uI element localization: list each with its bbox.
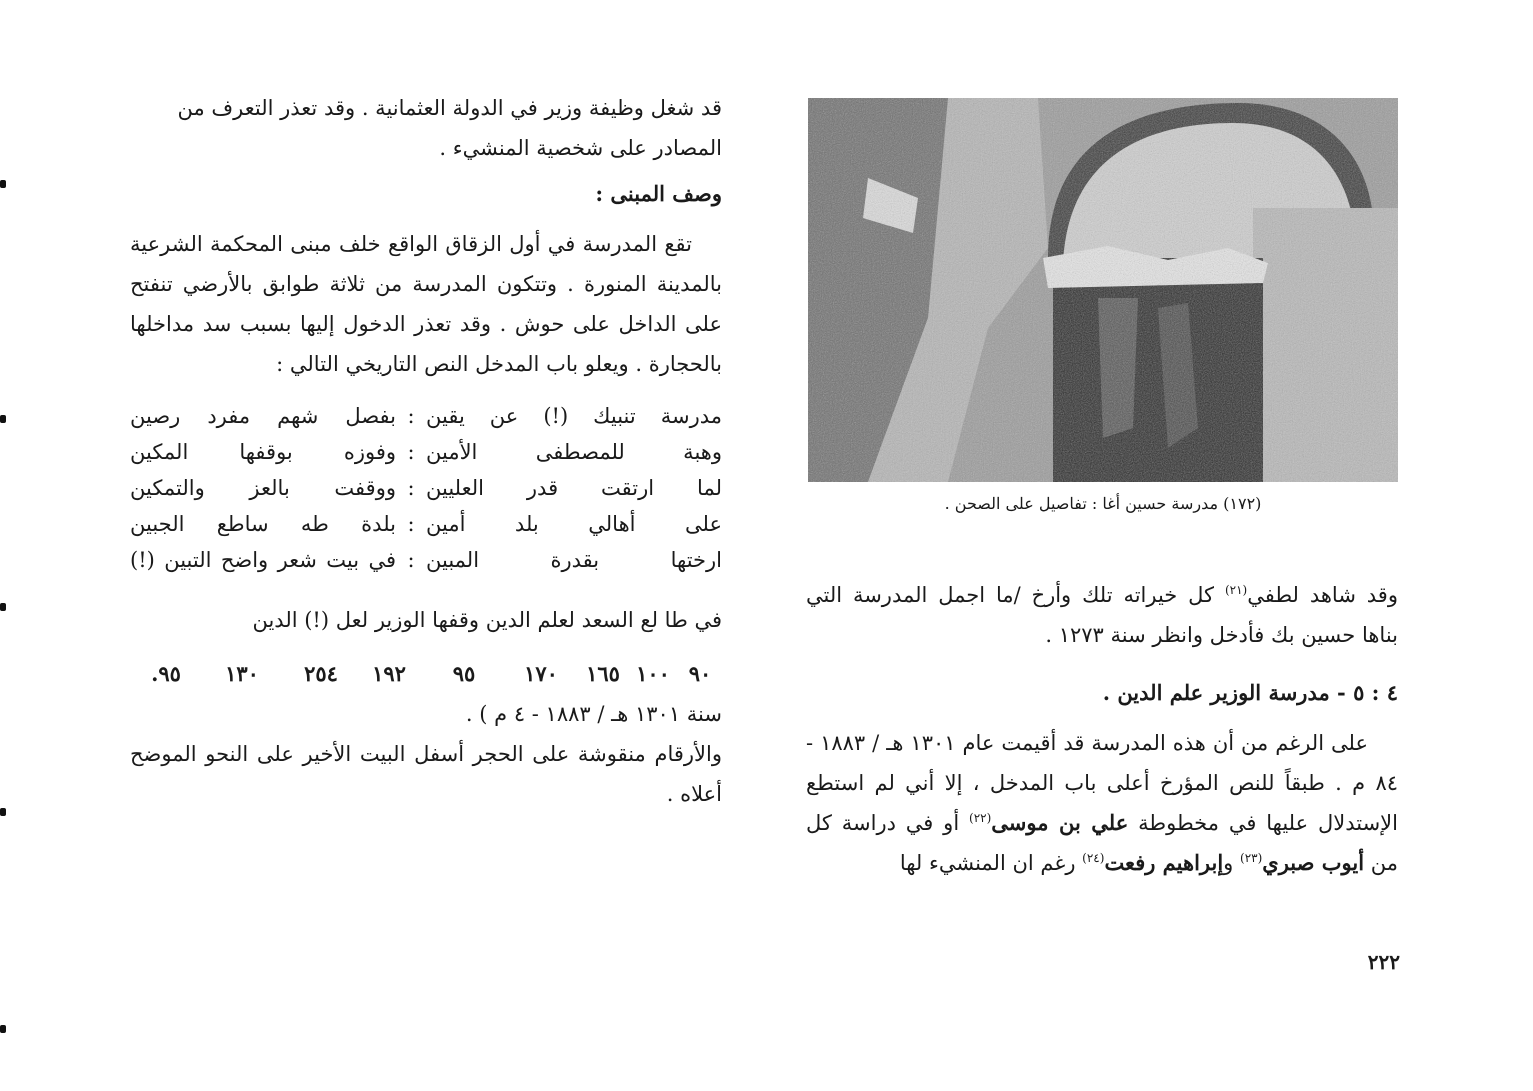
para1-text-b: كل خيراته تلك وأرخ /ما اجمل المدرسة التي بناها حسين بك فأدخل وانظر سنة ١٢٧٣ .	[806, 583, 1398, 647]
scan-mark	[0, 603, 6, 611]
poem-line	[130, 542, 722, 578]
year-line: سنة ١٣٠١ هـ / ١٨٨٣ - ٤ م ) .	[465, 702, 722, 726]
poem-separator: :	[407, 440, 415, 464]
chronogram-number: ١٠٠	[636, 661, 670, 686]
para2-text-d: رغم ان المنشيء لها	[899, 851, 1083, 875]
poem-hemistich-second: وفوزه بوقفها المكين	[130, 440, 396, 464]
footnote-ref-22: (٢٢)	[969, 811, 992, 825]
courtyard-photo-image	[808, 98, 1398, 482]
chronogram-number: ٩٠	[688, 661, 712, 686]
poem-line	[130, 506, 722, 542]
footnote-ref-23: (٢٣)	[1240, 851, 1263, 865]
scan-mark	[0, 808, 6, 816]
section-heading-building: وصف المبنى :	[595, 181, 722, 206]
chronogram-number: ١٧٠	[524, 661, 558, 686]
para2-text-b: أو في دراسة كل من	[806, 811, 1398, 875]
para2-text-c: و	[1223, 851, 1240, 875]
chronogram-numbers	[130, 654, 722, 694]
paragraph-lutfi	[806, 575, 1398, 655]
chronogram-text: في طا لع السعد لعلم الدين وقفها الوزير لعل (!) الدين	[252, 608, 722, 632]
closing-paragraph: والأرقام منقوشة على الحجر أسفل البيت الأخير على النحو الموضح أعلاه .	[130, 742, 722, 806]
scan-mark	[0, 1025, 6, 1033]
poem-hemistich-first: مدرسة تنبيك (!) عن يقين	[426, 404, 722, 428]
chronogram-number: ١٦٥	[586, 661, 620, 686]
chronogram-number: ١٣٠	[225, 661, 259, 686]
scan-mark	[0, 415, 6, 423]
chronogram-number-row	[130, 654, 722, 694]
right-column	[806, 575, 1398, 883]
name-ibrahim-rifaat: إبراهيم رفعت	[1104, 850, 1224, 875]
inscription-poem	[130, 398, 722, 578]
footnote-ref-21: (٢١)	[1224, 583, 1248, 597]
poem-line	[130, 434, 722, 470]
name-ayyub-sabri: أيوب صبري	[1262, 850, 1365, 875]
poem-hemistich-first: وهبة للمصطفى الأمين	[426, 440, 722, 464]
chronogram-number: ٩٥.	[151, 661, 181, 686]
chronogram-number: ٩٥	[452, 661, 476, 686]
intro-line-2: المصادر على شخصية المنشيء .	[439, 136, 722, 160]
figure-caption: (١٧٢) مدرسة حسين أغا : تفاصيل على الصحن .	[944, 494, 1262, 513]
poem-hemistich-first: على أهالي بلد أمين	[426, 512, 722, 536]
section-heading-madrasa: ٤ : ٥ - مدرسة الوزير علم الدين .	[1102, 680, 1398, 705]
poem-separator: :	[407, 404, 415, 428]
poem-hemistich-second: ووقفت بالعز والتمكين	[130, 476, 396, 500]
poem-hemistich-second: بفصل شهم مفرد رصين	[130, 404, 396, 428]
poem-separator: :	[407, 548, 415, 572]
building-description: تقع المدرسة في أول الزقاق الواقع خلف مبنى المحكمة الشرعية بالمدينة المنورة . وتتكون المدرسة من ثلاثة طوابق بالأرضي تنفتح على الداخل على حوش . وقد تعذر الدخول إليها بسبب سد مداخلها بالحجارة . ويعلو باب المدخل النص التاريخي التالي :	[130, 232, 722, 376]
paragraph-madrasa-date	[806, 723, 1398, 883]
chronogram-number: ٢٥٤	[304, 661, 338, 686]
poem-separator: :	[407, 512, 415, 536]
poem-hemistich-first: لما ارتقت قدر العليين	[426, 476, 722, 500]
poem-line	[130, 398, 722, 434]
para2-text-a: على الرغم من أن هذه المدرسة قد أقيمت عام ١٣٠١ هـ / ١٨٨٣ - ٨٤ م . طبقاً للنص المؤرخ أعلى باب المدخل ، إلا أني لم استطع الإستدلال عليها في مخطوطة	[806, 731, 1398, 835]
left-column	[130, 88, 722, 814]
para1-text-a: وقد شاهد لطفي	[1247, 583, 1398, 607]
figure-photo	[808, 98, 1398, 482]
page-number: ٢٢٢	[1367, 950, 1400, 974]
poem-line	[130, 470, 722, 506]
footnote-ref-24: (٢٤)	[1082, 851, 1105, 865]
scan-mark	[0, 180, 6, 188]
poem-hemistich-first: ارختها بقدرة المبين	[426, 548, 722, 572]
chronogram-number: ١٩٢	[372, 661, 406, 686]
poem-separator: :	[407, 476, 415, 500]
poem-hemistich-second: بلدة طه ساطع الجبين	[130, 512, 396, 536]
name-ali-bin-musa: علي بن موسى	[991, 810, 1129, 835]
poem-hemistich-second: في بيت شعر واضح التبين (!)	[130, 548, 396, 572]
intro-line-1: قد شغل وظيفة وزير في الدولة العثمانية . وقد تعذر التعرف من	[177, 96, 722, 120]
